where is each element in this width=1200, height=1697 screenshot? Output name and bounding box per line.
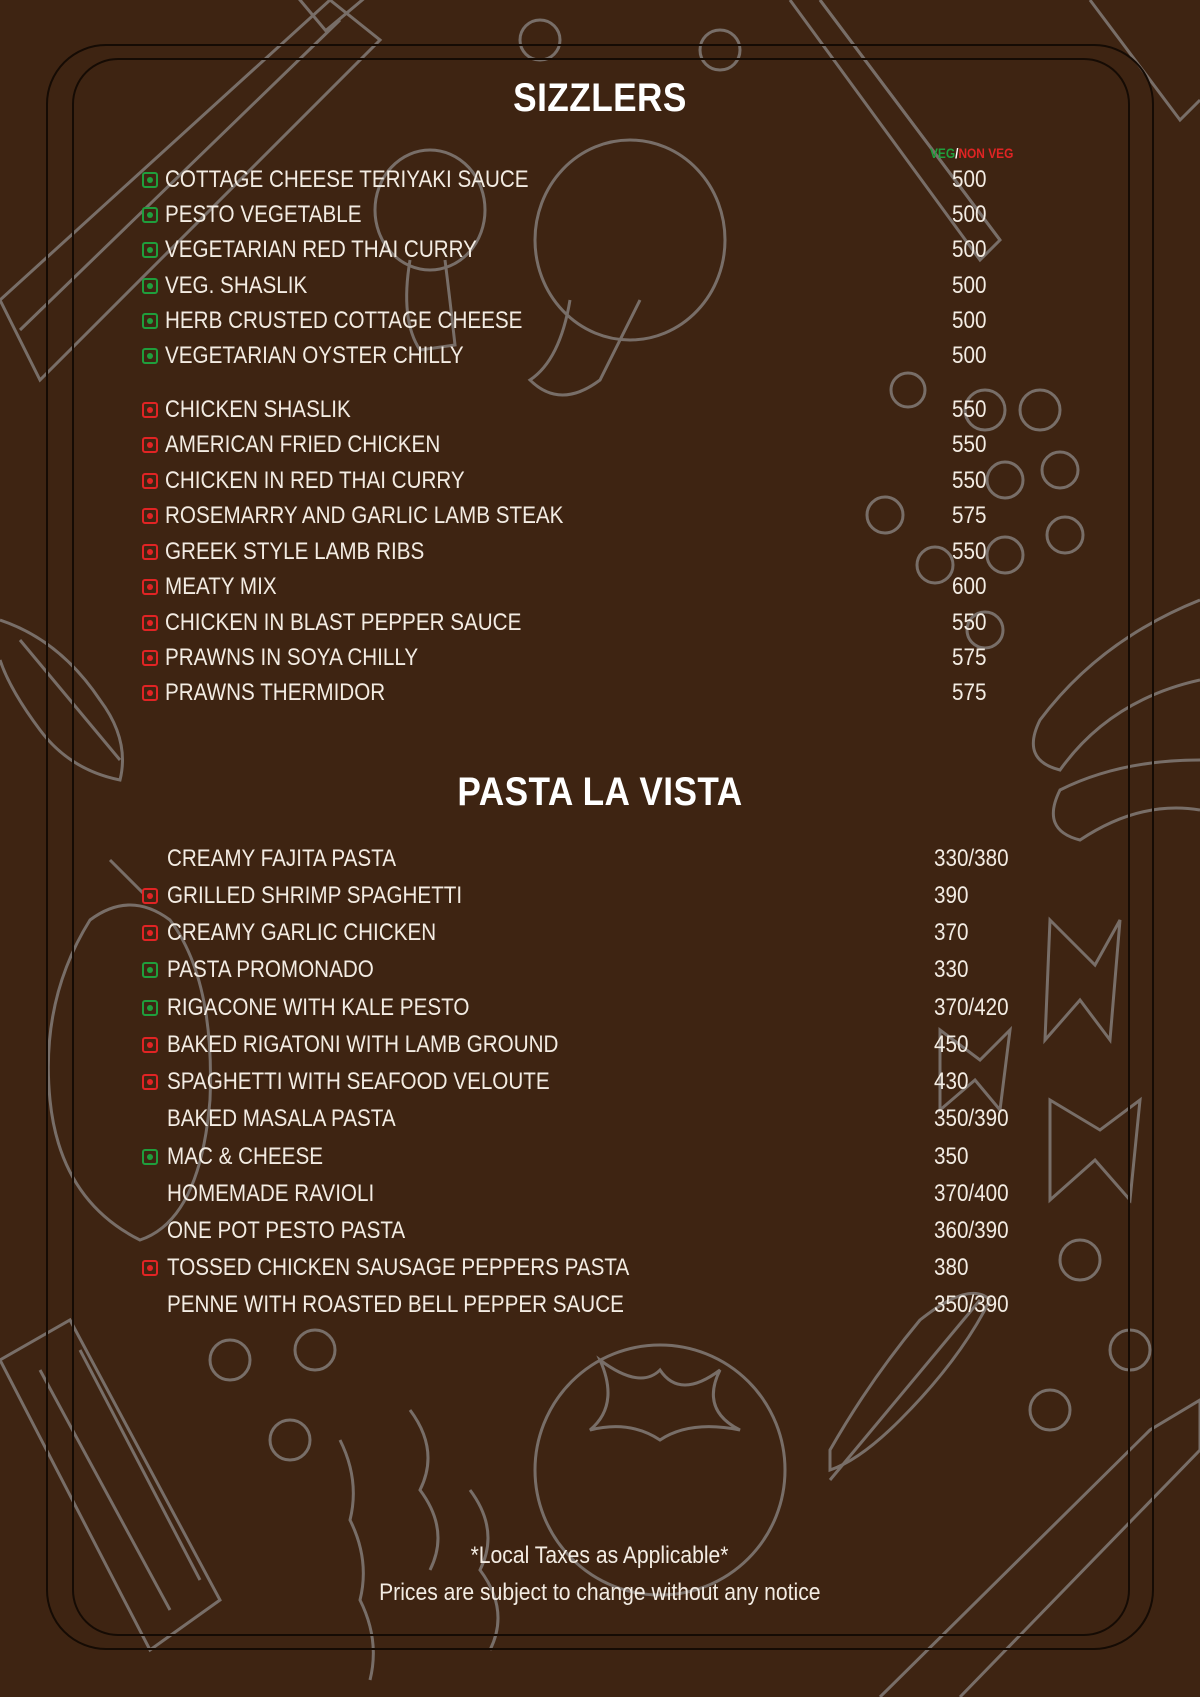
menu-item xyxy=(165,200,394,230)
menu-item-price: 550 xyxy=(952,396,987,423)
menu-item-name: HERB CRUSTED COTTAGE CHEESE xyxy=(165,307,523,334)
menu-item-price: 550 xyxy=(952,467,987,494)
footer-price-text: Prices are subject to change without any notice xyxy=(379,1579,821,1606)
footer-taxes-text: *Local Taxes as Applicable* xyxy=(471,1542,729,1569)
veg-marker-icon xyxy=(142,278,158,294)
nonveg-marker-icon xyxy=(142,1037,158,1053)
menu-item-price: 350 xyxy=(934,1143,969,1170)
nonveg-marker-icon xyxy=(142,615,158,631)
menu-item-price: 380 xyxy=(934,1254,969,1281)
nonveg-marker-icon xyxy=(142,473,158,489)
menu-item-name: RIGACONE WITH KALE PESTO xyxy=(167,994,470,1021)
menu-item-price: 450 xyxy=(934,1031,969,1058)
veg-marker-icon xyxy=(142,1000,158,1016)
menu-item-name: GRILLED SHRIMP SPAGHETTI xyxy=(167,882,463,909)
menu-item-price: 500 xyxy=(952,342,987,369)
menu-item-name: PRAWNS THERMIDOR xyxy=(165,679,386,706)
menu-item-name: PESTO VEGETABLE xyxy=(165,201,362,228)
menu-item-name: VEG. SHASLIK xyxy=(165,272,308,299)
menu-item xyxy=(167,1216,444,1246)
menu-item xyxy=(165,608,579,638)
menu-item xyxy=(165,537,466,567)
menu-item-price: 575 xyxy=(952,679,987,706)
menu-item-price: 575 xyxy=(952,502,987,529)
menu-item-price: 575 xyxy=(952,644,987,671)
menu-item-price: 550 xyxy=(952,538,987,565)
menu-item-name: CHICKEN SHASLIK xyxy=(165,396,351,423)
menu-item-price: 330 xyxy=(934,956,969,983)
menu-item xyxy=(167,881,510,911)
menu-item xyxy=(167,1142,348,1172)
menu-item-price: 500 xyxy=(952,166,987,193)
menu-item xyxy=(167,1253,704,1283)
menu-item xyxy=(165,306,581,336)
menu-item xyxy=(165,165,588,195)
menu-item-price: 500 xyxy=(952,236,987,263)
menu-item xyxy=(167,1104,433,1134)
footer-taxes-note xyxy=(0,1542,1200,1570)
menu-item-price: 330/380 xyxy=(934,845,1009,872)
nonveg-marker-icon xyxy=(142,1260,158,1276)
menu-item-name: CHICKEN IN RED THAI CURRY xyxy=(165,467,465,494)
menu-item-name: PENNE WITH ROASTED BELL PEPPER SAUCE xyxy=(167,1291,624,1318)
menu-item xyxy=(165,678,421,708)
menu-item-price: 370/400 xyxy=(934,1180,1009,1207)
nonveg-marker-icon xyxy=(142,1074,158,1090)
menu-item-price: 550 xyxy=(952,431,987,458)
nonveg-marker-icon xyxy=(142,402,158,418)
menu-item-name: COTTAGE CHEESE TERIYAKI SAUCE xyxy=(165,166,529,193)
menu-item xyxy=(167,1179,408,1209)
nonveg-marker-icon xyxy=(142,437,158,453)
menu-item-name: AMERICAN FRIED CHICKEN xyxy=(165,431,441,458)
menu-item-name: PRAWNS IN SOYA CHILLY xyxy=(165,644,419,671)
veg-marker-icon xyxy=(142,313,158,329)
section-title-sizzlers: SIZZLERS xyxy=(513,76,687,120)
menu-item xyxy=(167,1290,698,1320)
menu-item-name: GREEK STYLE LAMB RIBS xyxy=(165,538,425,565)
legend-veg: VEG xyxy=(930,145,956,161)
menu-item-name: CHICKEN IN BLAST PEPPER SAUCE xyxy=(165,609,522,636)
menu-item-price: 500 xyxy=(952,201,987,228)
menu-item-name: ONE POT PESTO PASTA xyxy=(167,1217,406,1244)
menu-item-name: VEGETARIAN RED THAI CURRY xyxy=(165,236,477,263)
veg-marker-icon xyxy=(142,962,158,978)
footer-price-note xyxy=(0,1579,1200,1607)
menu-item xyxy=(167,844,433,874)
menu-item xyxy=(165,395,381,425)
section-title-pasta: PASTA LA VISTA xyxy=(457,770,743,814)
menu-item xyxy=(165,341,512,371)
menu-item xyxy=(165,430,485,460)
menu-item-price: 360/390 xyxy=(934,1217,1009,1244)
nonveg-marker-icon xyxy=(142,544,158,560)
menu-item xyxy=(165,235,528,265)
menu-item xyxy=(165,643,459,673)
veg-marker-icon xyxy=(142,207,158,223)
nonveg-marker-icon xyxy=(142,650,158,666)
menu-item-name: CREAMY FAJITA PASTA xyxy=(167,845,397,872)
menu-item xyxy=(165,466,514,496)
menu-item xyxy=(165,271,330,301)
nonveg-marker-icon xyxy=(142,925,158,941)
veg-nonveg-legend xyxy=(930,145,1013,161)
legend-separator: / xyxy=(955,145,959,161)
menu-item xyxy=(165,501,628,531)
nonveg-marker-icon xyxy=(142,508,158,524)
menu-item-name: CREAMY GARLIC CHICKEN xyxy=(167,919,437,946)
menu-item-name: ROSEMARRY AND GARLIC LAMB STEAK xyxy=(165,502,564,529)
menu-item xyxy=(167,993,519,1023)
menu-item-name: HOMEMADE RAVIOLI xyxy=(167,1180,375,1207)
nonveg-marker-icon xyxy=(142,685,158,701)
nonveg-marker-icon xyxy=(142,579,158,595)
menu-item-name: SPAGHETTI WITH SEAFOOD VELOUTE xyxy=(167,1068,550,1095)
menu-item-price: 500 xyxy=(952,272,987,299)
menu-item-name: BAKED RIGATONI WITH LAMB GROUND xyxy=(167,1031,559,1058)
menu-item-name: MAC & CHEESE xyxy=(167,1143,323,1170)
menu-item-name: PASTA PROMONADO xyxy=(167,956,374,983)
veg-marker-icon xyxy=(142,348,158,364)
menu-item-price: 350/390 xyxy=(934,1291,1009,1318)
veg-marker-icon xyxy=(142,1149,158,1165)
menu-item-name: MEATY MIX xyxy=(165,573,277,600)
nonveg-marker-icon xyxy=(142,888,158,904)
menu-item-price: 600 xyxy=(952,573,987,600)
menu-item-price: 370 xyxy=(934,919,969,946)
menu-item-price: 370/420 xyxy=(934,994,1009,1021)
veg-marker-icon xyxy=(142,172,158,188)
menu-item xyxy=(167,1030,622,1060)
menu-item-price: 350/390 xyxy=(934,1105,1009,1132)
menu-item-price: 550 xyxy=(952,609,987,636)
menu-item-name: BAKED MASALA PASTA xyxy=(167,1105,396,1132)
legend-nonveg: NON VEG xyxy=(958,145,1014,161)
menu-item-price: 500 xyxy=(952,307,987,334)
menu-item-name: TOSSED CHICKEN SAUSAGE PEPPERS PASTA xyxy=(167,1254,630,1281)
menu-item xyxy=(167,918,480,948)
menu-item-price: 390 xyxy=(934,882,969,909)
menu-item xyxy=(167,1067,612,1097)
menu-item-price: 430 xyxy=(934,1068,969,1095)
menu-item xyxy=(165,572,295,602)
veg-marker-icon xyxy=(142,242,158,258)
menu-item xyxy=(167,955,407,985)
menu-item-name: VEGETARIAN OYSTER CHILLY xyxy=(165,342,464,369)
